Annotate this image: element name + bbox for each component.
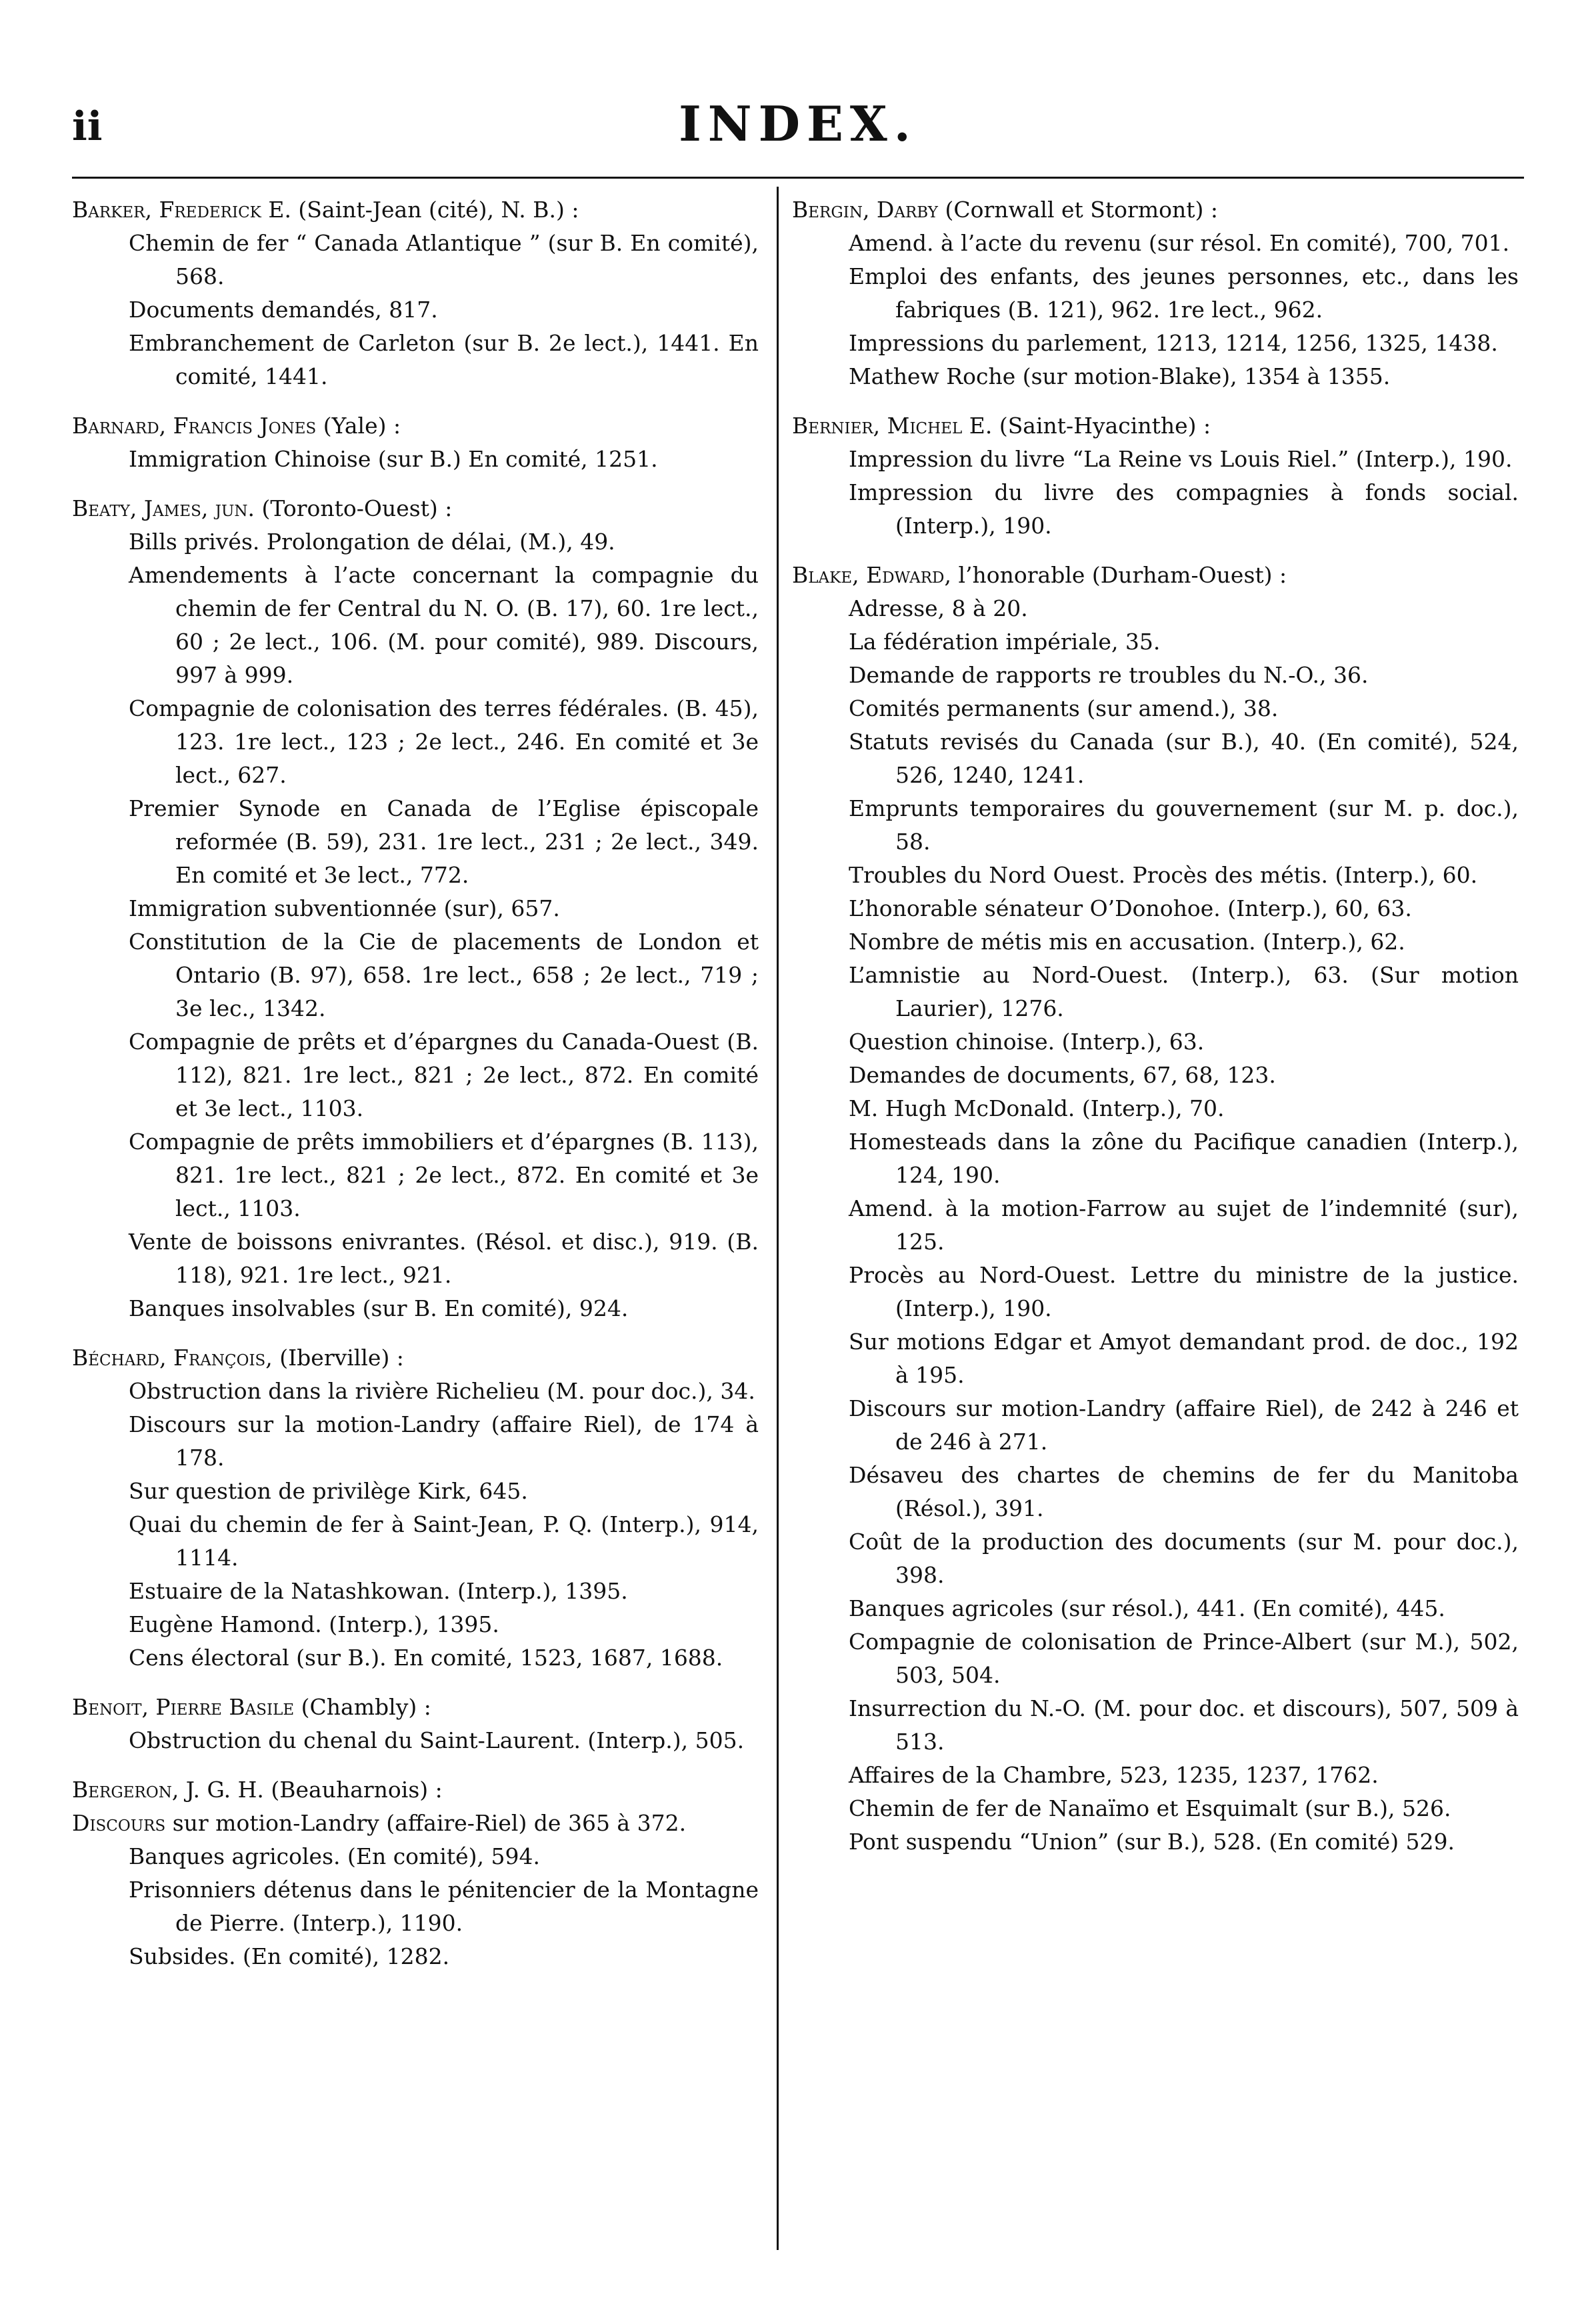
index-item: Obstruction dans la rivière Richelieu (M. pour doc.), 34. bbox=[129, 1378, 755, 1404]
member-name: Bernier, Michel E. bbox=[792, 413, 993, 439]
member-name: Barker, Frederick E. bbox=[72, 197, 291, 223]
index-item: Troubles du Nord Ouest. Procès des métis. (Interp.), 60. bbox=[849, 862, 1478, 888]
index-item: Question chinoise. (Interp.), 63. bbox=[849, 1029, 1205, 1055]
index-entry bbox=[792, 409, 1519, 543]
index-item: Quai du chemin de fer à Saint-Jean, P. Q. (Interp.), 914, 1114. bbox=[129, 1511, 759, 1571]
member-name: Blake, Edward, bbox=[792, 562, 951, 588]
index-item: Demande de rapports re troubles du N.-O., 36. bbox=[849, 662, 1369, 688]
index-item: Emploi des enfants, des jeunes personnes, etc., dans les fabriques (B. 121), 962. 1re lect., 962. bbox=[849, 263, 1519, 323]
entry-heading bbox=[72, 1691, 759, 1724]
index-item: Embranchement de Carleton (sur B. 2e lect.), 1441. En comité, 1441. bbox=[129, 330, 759, 389]
entry-heading bbox=[72, 1341, 759, 1375]
index-item: Immigration subventionnée (sur), 657. bbox=[129, 895, 560, 921]
index-item: Discours sur la motion-Landry (affaire Riel), de 174 à 178. bbox=[129, 1411, 759, 1471]
entry-heading bbox=[72, 1773, 759, 1807]
index-item: Cens électoral (sur B.). En comité, 1523, 1687, 1688. bbox=[129, 1645, 723, 1671]
index-item: Insurrection du N.-O. (M. pour doc. et discours), 507, 509 à 513. bbox=[849, 1695, 1519, 1755]
riding: (Cornwall et Stormont) : bbox=[938, 197, 1218, 223]
index-item: Impressions du parlement, 1213, 1214, 1256, 1325, 1438. bbox=[849, 330, 1498, 356]
index-item: Affaires de la Chambre, 523, 1235, 1237, 1762. bbox=[849, 1762, 1379, 1788]
index-entry bbox=[72, 409, 759, 476]
riding: (Chambly) : bbox=[294, 1694, 431, 1720]
entry-heading bbox=[792, 409, 1519, 443]
page-title: INDEX. bbox=[679, 95, 917, 152]
left-column bbox=[72, 193, 759, 1989]
index-entry bbox=[72, 193, 759, 393]
member-name: Beaty, James, jun. bbox=[72, 495, 255, 521]
index-item: Estuaire de la Natashkowan. (Interp.), 1395. bbox=[129, 1578, 628, 1604]
index-item: L’amnistie au Nord-Ouest. (Interp.), 63. (Sur motion Laurier), 1276. bbox=[849, 962, 1519, 1021]
member-name: Barnard, Francis Jones bbox=[72, 413, 317, 439]
index-item: Constitution de la Cie de placements de London et Ontario (B. 97), 658. 1re lect., 658 ; 2e lect., 719 ; 3e lec., 1342. bbox=[129, 929, 759, 1021]
entry-lead: Discours sur motion-Landry (affaire-Riel) de 365 à 372. bbox=[72, 1810, 687, 1836]
index-item: M. Hugh McDonald. (Interp.), 70. bbox=[849, 1095, 1225, 1121]
member-name: Bergeron, J. G. H. bbox=[72, 1777, 264, 1803]
index-item: Emprunts temporaires du gouvernement (sur M. p. doc.), 58. bbox=[849, 795, 1519, 855]
entry-heading bbox=[792, 559, 1519, 592]
index-item: Vente de boissons enivrantes. (Résol. et disc.), 919. (B. 118), 921. 1re lect., 921. bbox=[129, 1229, 759, 1288]
entry-heading bbox=[72, 409, 759, 443]
index-item: Premier Synode en Canada de l’Eglise épiscopale reformée (B. 59), 231. 1re lect., 231 ; 2e lect., 349. En comité et 3e lect., 772. bbox=[129, 795, 759, 888]
riding: (Beauharnois) : bbox=[263, 1777, 443, 1803]
index-item: Pont suspendu “Union” (sur B.), 528. (En comité) 529. bbox=[849, 1829, 1455, 1855]
index-item: Nombre de métis mis en accusation. (Interp.), 62. bbox=[849, 929, 1405, 955]
index-item: Comités permanents (sur amend.), 38. bbox=[849, 695, 1279, 721]
index-item: Amendements à l’acte concernant la compagnie du chemin de fer Central du N. O. (B. 17), 60. 1re lect., 60 ; 2e lect., 106. (M. pour comité), 989. Discours, 997 à 999. bbox=[129, 562, 759, 688]
index-item: Banques insolvables (sur B. En comité), 924. bbox=[129, 1295, 629, 1321]
header-rule bbox=[72, 177, 1524, 179]
index-item: Compagnie de prêts immobiliers et d’épargnes (B. 113), 821. 1re lect., 821 ; 2e lect., 872. En comité et 3e lect., 1103. bbox=[129, 1129, 759, 1221]
riding: (Yale) : bbox=[316, 413, 401, 439]
index-item: Coût de la production des documents (sur M. pour doc.), 398. bbox=[849, 1529, 1519, 1588]
index-item: Amend. à la motion-Farrow au sujet de l’indemnité (sur), 125. bbox=[849, 1195, 1519, 1255]
index-item: Banques agricoles (sur résol.), 441. (En comité), 445. bbox=[849, 1595, 1445, 1621]
index-item: Chemin de fer de Nanaïmo et Esquimalt (sur B.), 526. bbox=[849, 1795, 1451, 1821]
member-name: Bergin, Darby bbox=[792, 197, 938, 223]
riding: (Saint-Jean (cité), N. B.) : bbox=[291, 197, 579, 223]
index-item: Sur motions Edgar et Amyot demandant prod. de doc., 192 à 195. bbox=[849, 1329, 1519, 1388]
index-item: Chemin de fer “ Canada Atlantique ” (sur B. En comité), 568. bbox=[129, 230, 759, 289]
index-item: Obstruction du chenal du Saint-Laurent. (Interp.), 505. bbox=[129, 1727, 745, 1753]
index-item: Procès au Nord-Ouest. Lettre du ministre de la justice. (Interp.), 190. bbox=[849, 1262, 1519, 1321]
entry-heading bbox=[792, 193, 1519, 227]
index-item: Eugène Hamond. (Interp.), 1395. bbox=[129, 1611, 499, 1637]
entry-heading bbox=[72, 193, 759, 227]
index-entry bbox=[72, 1691, 759, 1757]
index-item: Impression du livre “La Reine vs Louis Riel.” (Interp.), 190. bbox=[849, 446, 1513, 472]
index-item: Documents demandés, 817. bbox=[129, 297, 438, 323]
page-number: ii bbox=[72, 103, 103, 150]
index-entry bbox=[72, 492, 759, 1325]
column-rule bbox=[777, 187, 779, 2250]
index-item: Compagnie de colonisation des terres fédérales. (B. 45), 123. 1re lect., 123 ; 2e lect., 246. En comité et 3e lect., 627. bbox=[129, 695, 759, 788]
index-item: Désaveu des chartes de chemins de fer du Manitoba (Résol.), 391. bbox=[849, 1462, 1519, 1521]
index-entry bbox=[72, 1773, 759, 1973]
member-name: Benoit, Pierre Basile bbox=[72, 1694, 295, 1720]
index-item: Sur question de privilège Kirk, 645. bbox=[129, 1478, 528, 1504]
riding: (Toronto-Ouest) : bbox=[255, 495, 453, 521]
index-item: Amend. à l’acte du revenu (sur résol. En comité), 700, 701. bbox=[849, 230, 1510, 256]
index-entry bbox=[792, 559, 1519, 1859]
index-item: Mathew Roche (sur motion-Blake), 1354 à 1355. bbox=[849, 363, 1391, 389]
index-item: Statuts revisés du Canada (sur B.), 40. (En comité), 524, 526, 1240, 1241. bbox=[849, 729, 1519, 788]
index-item: Subsides. (En comité), 1282. bbox=[129, 1943, 450, 1969]
member-name: Béchard, François, bbox=[72, 1345, 273, 1371]
index-item: Compagnie de colonisation de Prince-Albert (sur M.), 502, 503, 504. bbox=[849, 1629, 1519, 1688]
index-item: Adresse, 8 à 20. bbox=[849, 595, 1028, 621]
index-item: La fédération impériale, 35. bbox=[849, 629, 1161, 655]
index-item: Demandes de documents, 67, 68, 123. bbox=[849, 1062, 1276, 1088]
index-item: Bills privés. Prolongation de délai, (M.), 49. bbox=[129, 529, 615, 555]
index-item: Prisonniers détenus dans le pénitencier de la Montagne de Pierre. (Interp.), 1190. bbox=[129, 1877, 759, 1936]
riding: (Iberville) : bbox=[272, 1345, 404, 1371]
index-item: Immigration Chinoise (sur B.) En comité, 1251. bbox=[129, 446, 658, 472]
index-item: Compagnie de prêts et d’épargnes du Canada-Ouest (B. 112), 821. 1re lect., 821 ; 2e lect., 872. En comité et 3e lect., 1103. bbox=[129, 1029, 759, 1121]
index-item: Homesteads dans la zône du Pacifique canadien (Interp.), 124, 190. bbox=[849, 1129, 1519, 1188]
right-column bbox=[792, 193, 1519, 1875]
index-entry bbox=[72, 1341, 759, 1675]
index-item: Impression du livre des compagnies à fonds social. (Interp.), 190. bbox=[849, 479, 1519, 539]
index-item: Banques agricoles. (En comité), 594. bbox=[129, 1843, 541, 1869]
index-item: L’honorable sénateur O’Donohoe. (Interp.), 60, 63. bbox=[849, 895, 1412, 921]
index-entry bbox=[792, 193, 1519, 393]
entry-heading bbox=[72, 492, 759, 525]
index-item: Discours sur motion-Landry (affaire Riel), de 242 à 246 et de 246 à 271. bbox=[849, 1395, 1519, 1455]
riding: l’honorable (Durham-Ouest) : bbox=[951, 562, 1287, 588]
riding: (Saint-Hyacinthe) : bbox=[992, 413, 1211, 439]
